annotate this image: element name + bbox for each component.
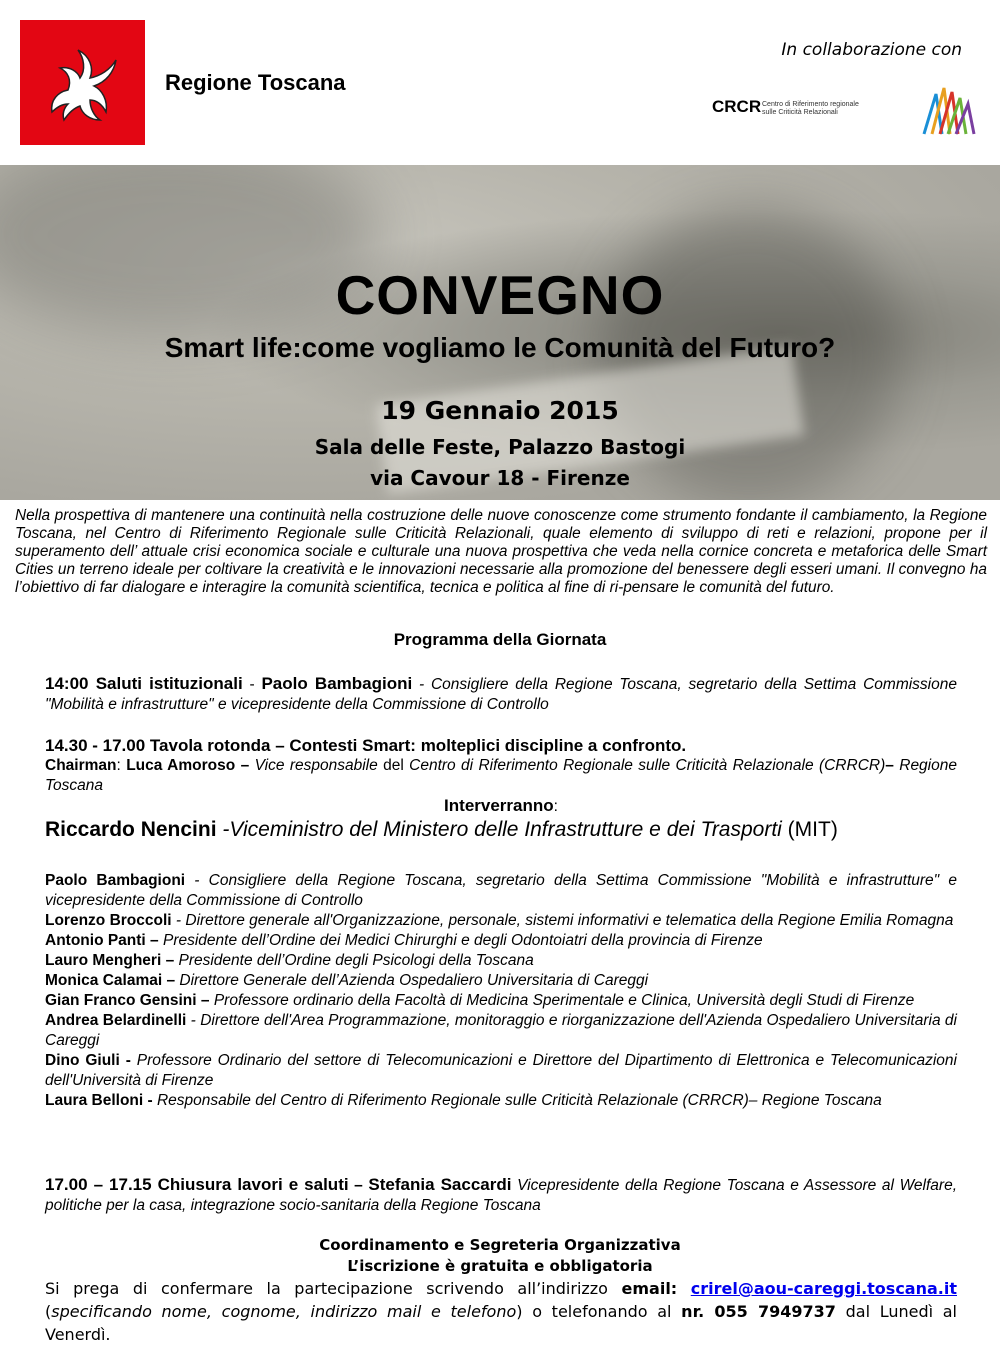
speaker-name: Lauro Mengheri – xyxy=(45,952,175,969)
session-closing-speaker: Stefania Saccardi xyxy=(368,1175,512,1194)
speaker-item xyxy=(45,971,957,991)
event-title: CONVEGNO xyxy=(335,264,665,326)
speaker-name: Monica Calamai – xyxy=(45,972,176,989)
session-closing-dash: – xyxy=(348,1177,369,1194)
confirm-text-4: dal Lunedì al Venerdì. xyxy=(45,1302,957,1344)
speaker-role: - Consigliere della Regione Toscana, segretario della Settima Commissione "Mobilità e infrastrutture" e vicepresidente della Commissione di Controllo xyxy=(45,872,957,909)
speaker-item xyxy=(45,951,957,971)
coordination-heading: Coordinamento e Segreteria Organizzativa xyxy=(319,1236,681,1254)
speaker-role: Responsabile del Centro di Riferimento Regionale sulle Criticità Relazionale (CRRCR)– Regione Toscana xyxy=(152,1092,882,1109)
session-opening-time: 14:00 Saluti istituzionali xyxy=(45,674,243,693)
speaker-role: Professore Ordinario del settore di Telecomunicazioni e Direttore del Dipartimento di Elettronica e Telecomunicazioni dell'Università di Firenze xyxy=(45,1052,957,1089)
chairman-colon: : xyxy=(116,757,127,774)
intro-paragraph: Nella prospettiva di mantenere una continuità nella costruzione delle nuove conoscenze come strumento fondante il cambiamento, la Regione Toscana, nel Centro di Riferimento Regionale sulle Criticità Relazionali, quale elemento di sviluppo di reti e relazioni, propone per il superamento dell’ attuale crisi economica sociale e culturale una nuova prospettiva che veda nella cornice concreta e metaforica delle Smart Cities un terreno ideale per coltivare la creatività e le innovazioni necessarie alla promozione del benessere degli esseri umani. Il convegno ha l’obiettivo di far dialogare e interagire la comunità scientifica, tecnica e politica al fine di ri-pensare le comunità del futuro. xyxy=(15,507,987,596)
speaker-role: Presidente dell’Ordine degli Psicologi della Toscana xyxy=(174,952,534,969)
speaker-role: Professore ordinario della Facoltà di Medicina Sperimentale e Clinica, Università degli Studi di Firenze xyxy=(209,992,915,1009)
phone-number: nr. 055 7949737 xyxy=(681,1302,836,1321)
speaker-name: Andrea Belardinelli xyxy=(45,1012,187,1029)
collaboration-label: In collaborazione con xyxy=(781,40,962,60)
session-closing xyxy=(45,1175,957,1216)
confirm-paren: specificando nome, cognome, indirizzo mail e telefono xyxy=(51,1302,517,1321)
event-address: via Cavour 18 - Firenze xyxy=(370,466,630,490)
session-opening-sep: - xyxy=(242,676,262,693)
speaker-item xyxy=(45,1091,957,1111)
programme-title: Programma della Giornata xyxy=(393,630,607,649)
speaker-role: - Direttore dell'Area Programmazione, monitoraggio e riorganizzazione dell'Azienda Ospedaliero Universitaria di Careggi xyxy=(45,1012,957,1049)
speaker-item xyxy=(45,871,957,911)
confirm-text-3: ) o telefonando al xyxy=(516,1302,682,1321)
speaker-name: Paolo Bambagioni xyxy=(45,872,186,889)
speaker-item xyxy=(45,911,957,931)
speaker-name: Dino Giuli - xyxy=(45,1052,131,1069)
keynote-speaker xyxy=(45,818,957,842)
event-date: 19 Gennaio 2015 xyxy=(381,396,619,425)
speaker-role: - Direttore generale all'Organizzazione, personale, sistemi informativi e telematica della Regione Emilia Romagna xyxy=(171,912,954,929)
speaker-item xyxy=(45,1051,957,1091)
speaker-name: Laura Belloni - xyxy=(45,1092,153,1109)
chairman-role2: del xyxy=(377,757,410,774)
crcr-subtitle-line1: Centro di Riferimento regionale xyxy=(762,101,859,108)
speakers-heading xyxy=(45,796,957,817)
keynote-mit: (MIT) xyxy=(781,818,838,841)
event-subtitle: Smart life:come vogliamo le Comunità del Futuro? xyxy=(164,332,836,363)
email-link[interactable]: crirel@aou-careggi.toscana.it xyxy=(690,1279,957,1298)
chairman-role3: Centro di Riferimento Regionale sulle Criticità Relazionale (CRRCR) xyxy=(409,757,886,774)
confirmation-text xyxy=(45,1277,957,1346)
speaker-name: Antonio Panti – xyxy=(45,932,159,949)
chairman-line xyxy=(45,756,957,796)
regione-toscana-logo xyxy=(20,20,145,145)
speaker-item xyxy=(45,931,957,951)
chairman-dash: – xyxy=(885,757,894,774)
session-opening-desc: - Consigliere della Regione Toscana, segretario della Settima Commissione "Mobilità e infrastrutture" e vicepresidente della Commissione di Controllo xyxy=(45,676,957,713)
session-closing-desc: Vicepresidente della Regione Toscana e Assessore al Welfare, politiche per la casa, integrazione socio-sanitaria della Regione Toscana xyxy=(45,1177,958,1214)
speaker-name: Gian Franco Gensini – xyxy=(45,992,210,1009)
speaker-name: Lorenzo Broccoli xyxy=(45,912,172,929)
speaker-role: Presidente dell’Ordine dei Medici Chirurghi e degli Odontoiatri della provincia di Firenze xyxy=(158,932,763,949)
speaker-item xyxy=(45,991,957,1011)
chairman-role4: Regione Toscana xyxy=(45,757,957,794)
session-roundtable-title: 14.30 - 17.00 Tavola rotonda – Contesti Smart: molteplici discipline a confronto. xyxy=(45,736,687,755)
crcr-acronym: CRCR xyxy=(712,97,762,116)
speaker-item xyxy=(45,1011,957,1051)
keynote-name: Riccardo Nencini xyxy=(45,818,217,841)
confirm-text-2: ( xyxy=(45,1302,52,1321)
speakers-list xyxy=(45,871,957,1111)
chairman-name: Luca Amoroso – xyxy=(126,757,250,774)
session-closing-time: 17.00 – 17.15 Chiusura lavori e saluti xyxy=(45,1175,349,1194)
speakers-colon: : xyxy=(553,798,558,815)
speakers-label: Interverranno xyxy=(444,796,554,815)
session-opening xyxy=(45,674,957,715)
registration-note: L’iscrizione è gratuita e obbligatoria xyxy=(347,1257,653,1275)
event-venue: Sala delle Feste, Palazzo Bastogi xyxy=(314,435,686,459)
logo-text: Regione Toscana xyxy=(165,70,346,95)
session-roundtable xyxy=(45,736,957,817)
pegasus-icon xyxy=(20,20,145,145)
crcr-graphic-icon xyxy=(918,80,976,138)
email-label: email: xyxy=(621,1279,678,1298)
keynote-role: -Viceministro del Ministero delle Infrastrutture e dei Trasporti xyxy=(216,818,782,841)
session-opening-speaker: Paolo Bambagioni xyxy=(261,674,413,693)
crcr-subtitle-line2: sulle Criticità Relazionali xyxy=(762,109,838,116)
chairman-label: Chairman xyxy=(45,757,117,774)
crcr-subtitle xyxy=(762,101,859,117)
speaker-role: Direttore Generale dell’Azienda Ospedaliero Universitaria di Careggi xyxy=(175,972,649,989)
confirm-text-1: Si prega di confermare la partecipazione scrivendo all’indirizzo xyxy=(45,1279,622,1298)
chairman-role1: Vice responsabile xyxy=(249,757,378,774)
